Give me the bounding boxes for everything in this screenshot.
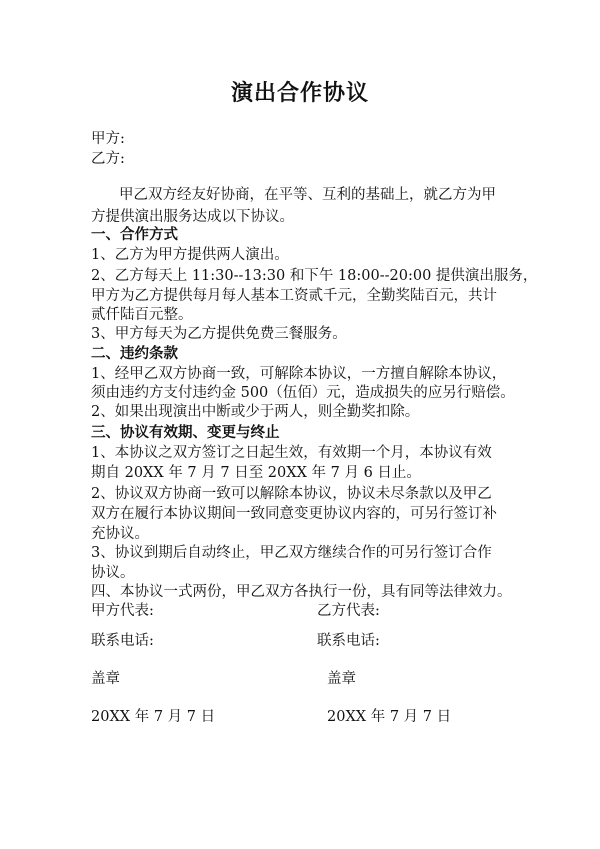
- clause-line: 2、乙方每天上 11:30--13:30 和下午 18:00--20:00 提供演出服务，: [91, 268, 538, 284]
- party-a-phone: 联系电话:: [91, 633, 154, 649]
- party-b-seal: 盖章: [327, 671, 356, 687]
- clause-line: 3、协议到期后自动终止，甲乙双方继续合作的可另行签订合作: [91, 545, 492, 561]
- clause-line: 双方在履行本协议期间一致同意变更协议内容的，可另行签订补: [91, 506, 497, 522]
- party-a-label: 甲方:: [91, 131, 125, 147]
- section-heading: 一、合作方式: [91, 226, 178, 243]
- party-a-representative: 甲方代表:: [91, 603, 154, 619]
- clause-line: 1、乙方为甲方提供两人演出。: [91, 247, 289, 263]
- party-a-seal: 盖章: [91, 671, 120, 687]
- section-heading: 三、协议有效期、变更与终止: [91, 424, 280, 441]
- section-heading: 二、违约条款: [91, 345, 178, 362]
- clause-line: 3、甲方每天为乙方提供免费三餐服务。: [91, 326, 347, 342]
- party-b-label: 乙方:: [91, 151, 125, 167]
- party-b-representative: 乙方代表:: [317, 603, 380, 619]
- clause-line: 2、如果出现演出中断或少于两人，则全勤奖扣除。: [91, 404, 420, 420]
- party-b-date: 20XX 年 7 月 7 日: [327, 709, 452, 725]
- clause-line: 期自 20XX 年 7 月 7 日至 20XX 年 7 月 6 日止。: [91, 465, 421, 481]
- party-a-date: 20XX 年 7 月 7 日: [91, 709, 216, 725]
- intro-line: 方提供演出服务达成以下协议。: [91, 209, 294, 225]
- clause-line: 须由违约方支付违约金 500（伍佰）元，造成损失的应另行赔偿。: [91, 385, 515, 401]
- clause-four: 四、本协议一式两份，甲乙双方各执行一份，具有同等法律效力。: [91, 584, 512, 600]
- clause-line: 甲方为乙方提供每月每人基本工资贰千元，全勤奖陆百元，共计: [91, 288, 497, 304]
- clause-line: 协议。: [91, 565, 135, 581]
- party-b-phone: 联系电话:: [317, 633, 380, 649]
- document-title: 演出合作协议: [230, 80, 369, 106]
- clause-line: 贰仟陆百元整。: [91, 307, 193, 323]
- clause-line: 1、本协议之双方签订之日起生效，有效期一个月，本协议有效: [91, 445, 492, 461]
- clause-line: 1、经甲乙双方协商一致，可解除本协议，一方擅自解除本协议，: [91, 366, 507, 382]
- clause-line: 充协议。: [91, 526, 149, 542]
- intro-line: 甲乙双方经友好协商，在平等、互利的基础上，就乙方为甲: [119, 187, 496, 203]
- clause-line: 2、协议双方协商一致可以解除本协议，协议未尽条款以及甲乙: [91, 486, 492, 502]
